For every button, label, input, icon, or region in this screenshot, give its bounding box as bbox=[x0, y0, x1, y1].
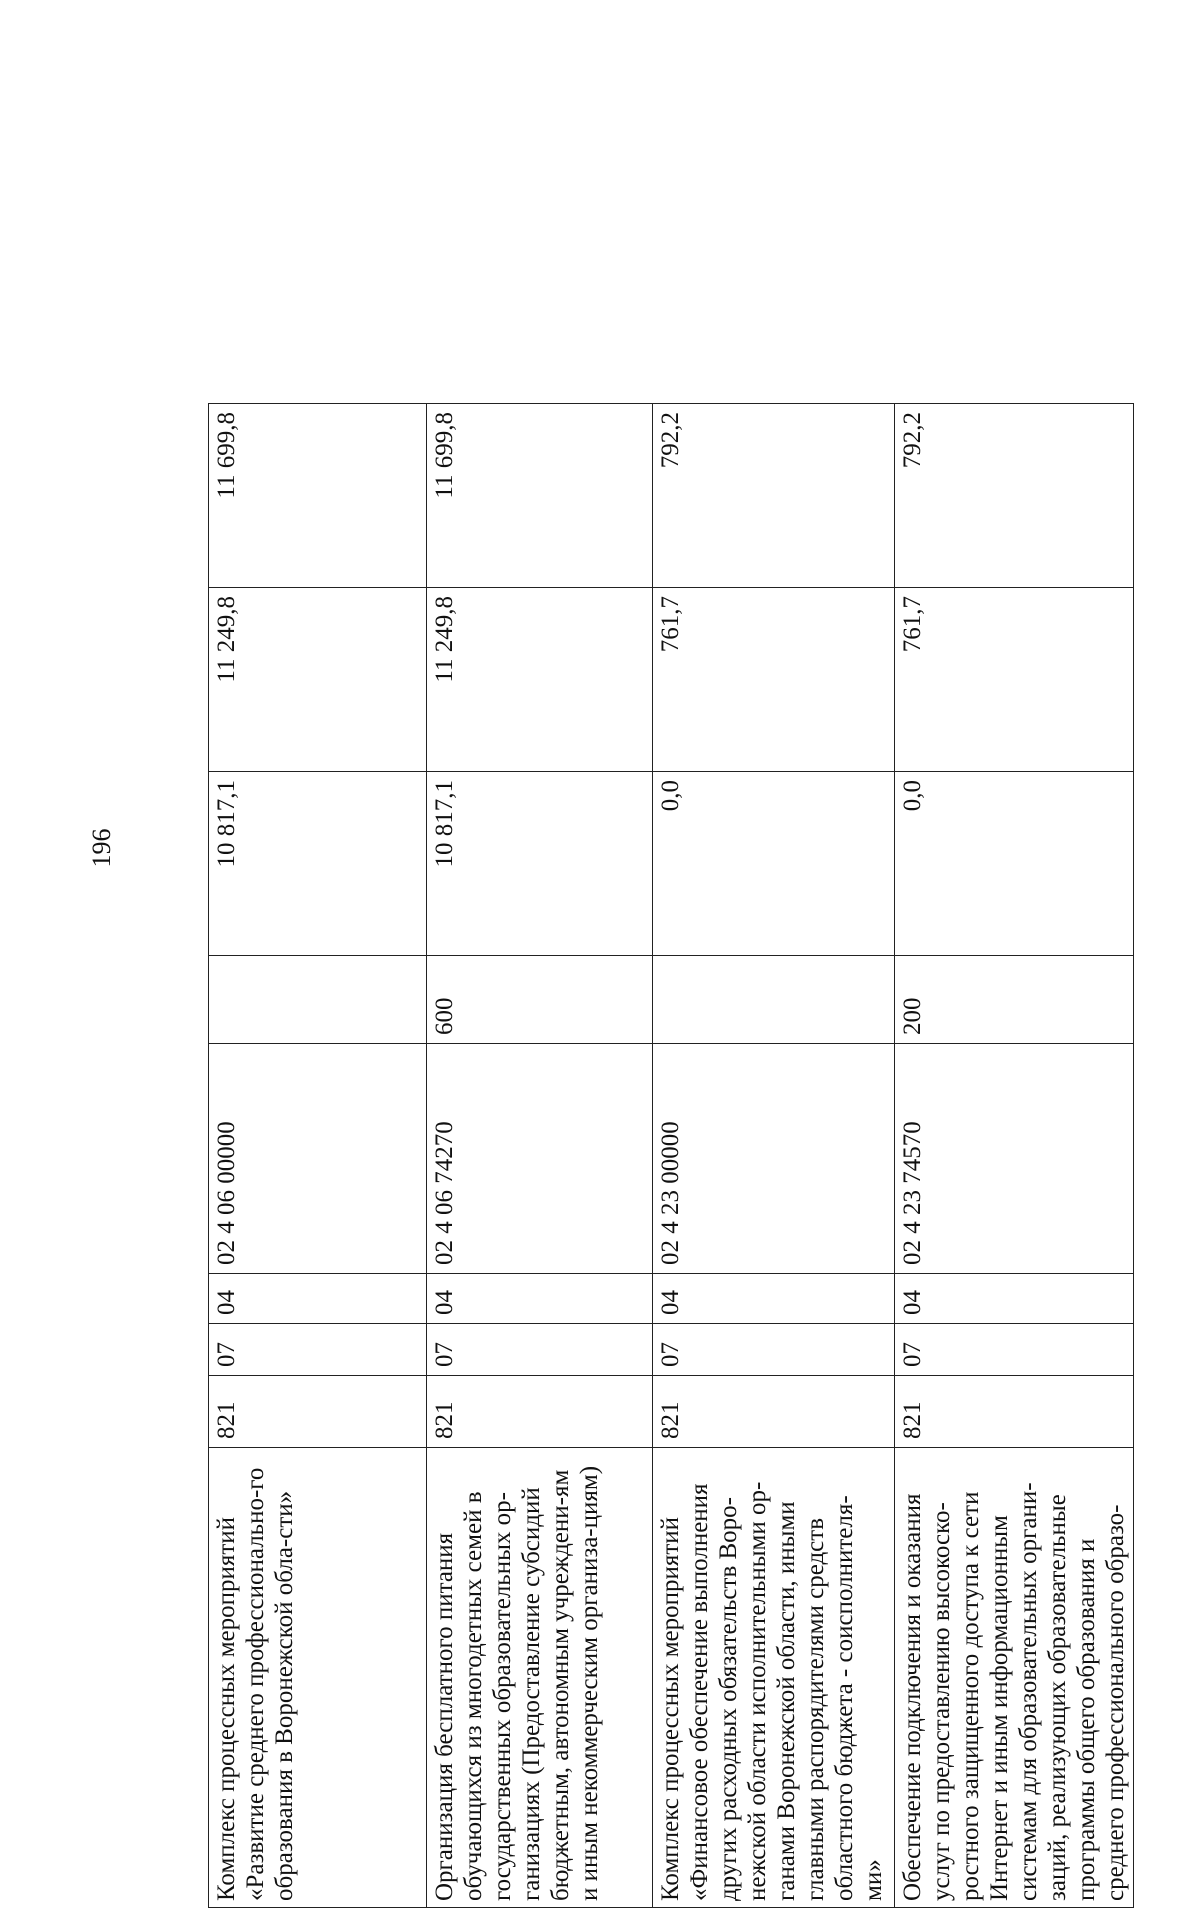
table-row bbox=[653, 404, 895, 1908]
cell-year3-amount: 11 699,8 bbox=[209, 404, 427, 588]
cell-year1-amount: 0,0 bbox=[895, 772, 1134, 956]
cell-subsection: 04 bbox=[209, 1274, 427, 1324]
cell-year1-amount: 10 817,1 bbox=[209, 772, 427, 956]
cell-subsection: 04 bbox=[427, 1274, 653, 1324]
cell-name: Обеспечение подключения и оказания услуг по предоставлению высокоско-ростного защищенного доступа к сети Интернет и иным информационным системам для образовательных органи-заций, реализующих образовательные программы общего образования и среднего профессионального образо- bbox=[895, 1448, 1134, 1908]
table-row bbox=[895, 404, 1134, 1908]
cell-year1-amount: 0,0 bbox=[653, 772, 895, 956]
cell-section: 07 bbox=[427, 1324, 653, 1376]
cell-ministry: 821 bbox=[653, 1376, 895, 1448]
cell-expense-type bbox=[653, 956, 895, 1044]
cell-name: Комплекс процессных мероприятий «Развитие среднего профессионально-го образования в Воронежской обла-сти» bbox=[209, 1448, 427, 1908]
cell-year1-amount: 10 817,1 bbox=[427, 772, 653, 956]
cell-year2-amount: 11 249,8 bbox=[209, 588, 427, 772]
cell-section: 07 bbox=[653, 1324, 895, 1376]
cell-year2-amount: 11 249,8 bbox=[427, 588, 653, 772]
cell-year2-amount: 761,7 bbox=[653, 588, 895, 772]
cell-name: Комплекс процессных мероприятий «Финансовое обеспечение выполнения других расходных обязательств Воро-нежской области исполнительными ор-ганами Воронежской области, иными главными распорядителями средств областного бюджета - соисполнителя-ми» bbox=[653, 1448, 895, 1908]
cell-expense-type: 600 bbox=[427, 956, 653, 1044]
cell-year2-amount: 761,7 bbox=[895, 588, 1134, 772]
cell-year3-amount: 11 699,8 bbox=[427, 404, 653, 588]
cell-year3-amount: 792,2 bbox=[653, 404, 895, 588]
table-row bbox=[209, 404, 427, 1908]
cell-target-article: 02 4 23 00000 bbox=[653, 1044, 895, 1274]
cell-section: 07 bbox=[209, 1324, 427, 1376]
cell-target-article: 02 4 23 74570 bbox=[895, 1044, 1134, 1274]
cell-ministry: 821 bbox=[895, 1376, 1134, 1448]
table-row bbox=[427, 404, 653, 1908]
page-number: 196 bbox=[87, 828, 116, 868]
cell-expense-type: 200 bbox=[895, 956, 1134, 1044]
cell-target-article: 02 4 06 74270 bbox=[427, 1044, 653, 1274]
cell-year3-amount: 792,2 bbox=[895, 404, 1134, 588]
cell-ministry: 821 bbox=[209, 1376, 427, 1448]
budget-table bbox=[208, 403, 1134, 1908]
cell-expense-type bbox=[209, 956, 427, 1044]
cell-target-article: 02 4 06 00000 bbox=[209, 1044, 427, 1274]
cell-subsection: 04 bbox=[895, 1274, 1134, 1324]
cell-name: Организация бесплатного питания обучающихся из многодетных семей в государственных образовательных ор-ганизациях (Предоставление субсидий бюджетным, автономным учреждени-ям и иным некоммерческим организа-циям) bbox=[427, 1448, 653, 1908]
cell-section: 07 bbox=[895, 1324, 1134, 1376]
cell-subsection: 04 bbox=[653, 1274, 895, 1324]
budget-table-rotated bbox=[208, 404, 1129, 1908]
cell-ministry: 821 bbox=[427, 1376, 653, 1448]
